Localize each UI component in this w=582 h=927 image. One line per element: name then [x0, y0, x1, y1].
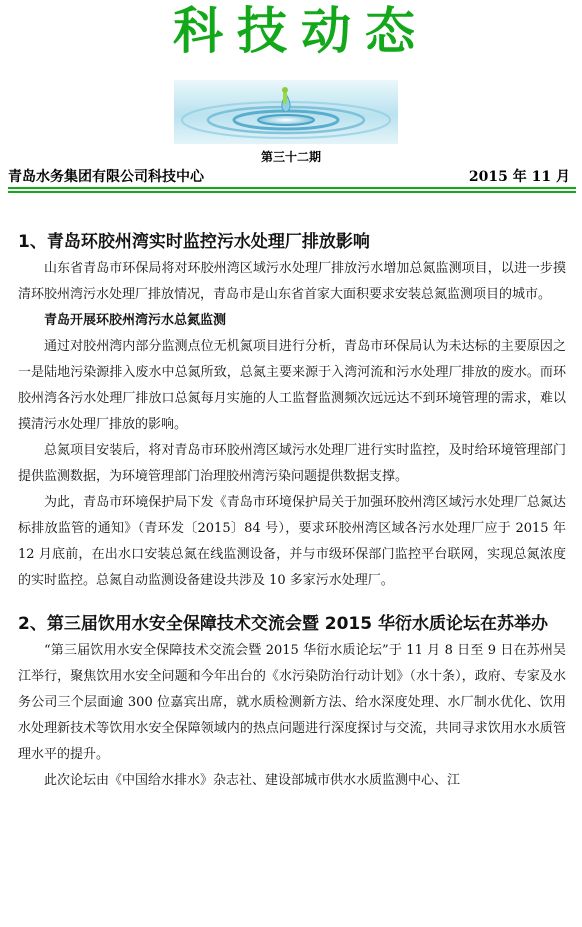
article-body [18, 228, 566, 794]
article1-paragraph: 山东省青岛市环保局将对环胶州湾区域污水处理厂排放污水增加总氮监测项目，以进一步摸清环胶州湾污水处理厂排放情况，青岛市是山东省首家大面积要求安装总氮监测项目的城市。 [18, 261, 566, 302]
issue-number: 第三十二期 [260, 150, 321, 164]
article1-heading: 1、青岛环胶州湾实时监控污水处理厂排放影响 [18, 232, 370, 252]
article1-paragraph: 为此，青岛市环境保护局下发《青岛市环境保护局关于加强环胶州湾区域污水处理厂总氮达标排放监管的通知》（青环发〔2015〕84 号），要求环胶州湾区域各污水处理厂应于 2015 年 12 月底前，在出水口安装总氮在线监测设备，并与市级环保部门监控平台联网，实现总氮浓度的实时监控。总氮自动监测设备建设共涉及 10 多家污水处理厂。 [18, 495, 566, 588]
organization-name: 青岛水务集团有限公司科技中心 [8, 169, 204, 185]
header-divider-top [8, 187, 576, 189]
article2-paragraph: “第三届饮用水安全保障技术交流会暨 2015 华衍水质论坛”于 11 月 8 日至 9 日在苏州吴江举行，聚焦饮用水安全问题和今年出台的《水污染防治行动计划》（水十条），政府、专家及水务公司三个层面逾 300 位嘉宾出席，就水质检测新方法、给水深度处理、水厂制水优化、饮用水处理新技术等饮用水安全保障领域内的热点问题进行深度探讨与交流，共同寻求饮用水水质管理水平的提升。 [18, 643, 566, 762]
header-divider-bottom [8, 191, 576, 193]
article2-paragraph: 此次论坛由《中国给水排水》杂志社、建设部城市供水水质监测中心、江 [44, 773, 461, 788]
masthead-title: 科技动态 [173, 1, 429, 60]
article1-paragraph: 总氮项目安装后，将对青岛市环胶州湾区域污水处理厂进行实时监控，及时给环境管理部门提供监测数据，为环境管理部门治理胶州湾污染问题提供数据支撑。 [18, 443, 566, 484]
article1-paragraph: 通过对胶州湾内部分监测点位无机氮项目进行分析，青岛市环保局认为未达标的主要原因之一是陆地污染源排入废水中总氮所致，总氮主要来源于入湾河流和污水处理厂排放的废水。而环胶州湾各污水处理厂排放口总氮每月实施的人工监督监测频次远远达不到环境管理的需求，难以摸清污水处理厂排放的影响。 [18, 339, 566, 432]
article1-subheading: 青岛开展环胶州湾污水总氮监测 [44, 313, 227, 328]
water-droplet-ripple-image [174, 80, 398, 144]
article2-heading: 2、第三届饮用水安全保障技术交流会暨 2015 华衍水质论坛在苏举办 [18, 614, 548, 634]
issue-date: 2015 年 11 月 [468, 169, 570, 185]
